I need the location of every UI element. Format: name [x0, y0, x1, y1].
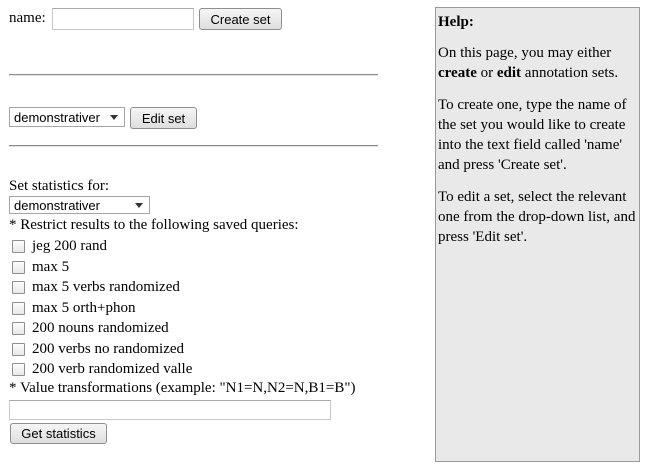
query-checkbox[interactable] — [12, 322, 25, 335]
help-create-keyword: create — [438, 65, 477, 81]
chevron-down-icon — [135, 203, 143, 208]
query-item[interactable] — [12, 318, 169, 338]
divider-2 — [9, 145, 378, 147]
query-checkbox[interactable] — [12, 302, 25, 315]
query-label: 200 verb randomized valle — [32, 360, 193, 377]
query-label: 200 nouns randomized — [32, 319, 169, 336]
set-statistics-label: Set statistics for: — [9, 178, 109, 194]
query-label: max 5 orth+phon — [32, 299, 136, 316]
edit-set-button[interactable]: Edit set — [130, 107, 197, 129]
query-label: jeg 200 rand — [32, 237, 107, 254]
query-checkbox[interactable] — [12, 343, 25, 356]
query-item[interactable] — [12, 257, 69, 277]
edit-set-select-value: demonstrativer — [14, 109, 100, 125]
query-item[interactable] — [12, 298, 135, 318]
query-label: max 5 — [32, 258, 70, 275]
statistics-set-select-value: demonstrativer — [14, 197, 100, 213]
statistics-set-select[interactable] — [9, 196, 150, 214]
chevron-down-icon — [110, 115, 118, 120]
edit-set-select[interactable] — [9, 107, 125, 127]
query-item[interactable] — [12, 236, 107, 256]
query-item[interactable] — [12, 359, 192, 379]
help-edit-instructions: To edit a set, select the relevant one from the drop-down list, and press 'Edit set'. — [438, 189, 636, 245]
help-create-instructions: To create one, type the name of the set you would like to create into the text field called 'name' and press 'Create set'. — [438, 97, 627, 173]
name-label: name: — [9, 10, 46, 26]
query-checkbox[interactable] — [12, 281, 25, 294]
query-item[interactable] — [12, 277, 180, 297]
query-checkbox[interactable] — [12, 240, 25, 253]
query-item[interactable] — [12, 339, 184, 359]
restrict-queries-label: * Restrict results to the following saved queries: — [9, 217, 299, 233]
divider-1 — [9, 74, 378, 76]
create-set-button[interactable]: Create set — [199, 8, 282, 30]
help-title: Help: — [438, 14, 474, 30]
help-intro: On this page, you may either create or edit annotation sets. — [438, 45, 619, 81]
get-statistics-button[interactable]: Get statistics — [10, 423, 107, 444]
query-checkbox[interactable] — [12, 363, 25, 376]
value-transformations-input[interactable] — [9, 400, 331, 420]
help-edit-keyword: edit — [496, 65, 522, 81]
query-checkbox[interactable] — [12, 261, 25, 274]
value-transformations-label: * Value transformations (example: "N1=N,N2=N,B1=B") — [9, 380, 356, 396]
query-label: max 5 verbs randomized — [32, 278, 180, 295]
name-input[interactable] — [52, 8, 194, 30]
help-panel — [435, 7, 640, 462]
query-label: 200 verbs no randomized — [32, 340, 185, 357]
